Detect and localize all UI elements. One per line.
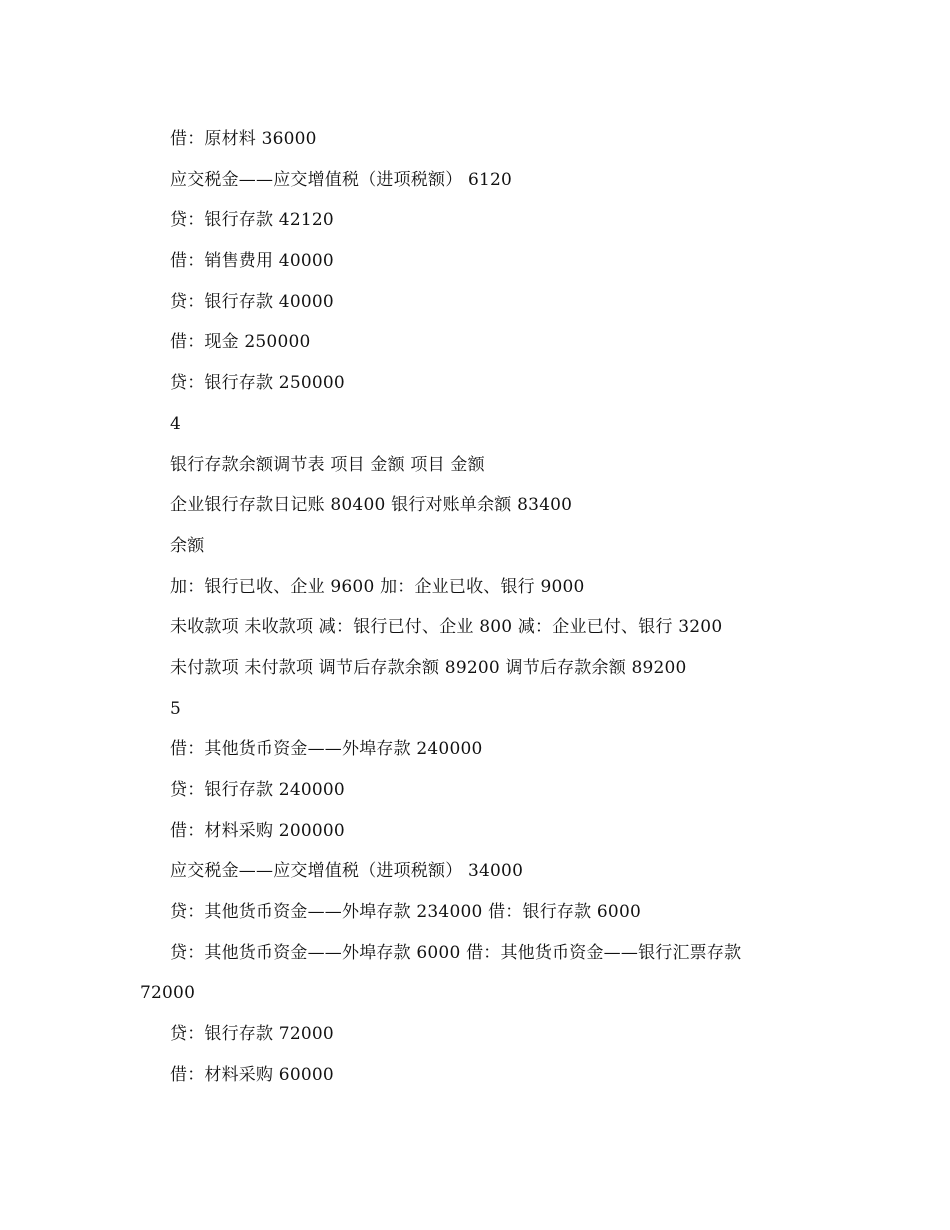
journal-line: 借：材料采购 200000 [170, 820, 345, 841]
journal-line-continuation: 72000 [140, 983, 196, 1004]
journal-line: 应交税金——应交增值税（进项税额） 34000 [170, 861, 524, 882]
journal-line: 应交税金——应交增值税（进项税额） 6120 [170, 169, 513, 190]
journal-line: 贷：其他货币资金——外埠存款 234000 借：银行存款 6000 [170, 902, 641, 923]
journal-line: 借：现金 250000 [170, 332, 311, 353]
journal-line: 借：销售费用 40000 [170, 251, 334, 272]
journal-line: 贷：银行存款 72000 [170, 1024, 334, 1045]
reconciliation-line: 企业银行存款日记账 80400 银行对账单余额 83400 [170, 495, 573, 516]
reconciliation-line: 未收款项 未收款项 减：银行已付、企业 800 减：企业已付、银行 3200 [170, 617, 723, 638]
journal-line: 贷：银行存款 40000 [170, 291, 334, 312]
section-number: 5 [170, 698, 182, 719]
reconciliation-header: 银行存款余额调节表 项目 金额 项目 金额 [170, 454, 485, 475]
journal-line: 借：其他货币资金——外埠存款 240000 [170, 739, 483, 760]
journal-line: 贷：其他货币资金——外埠存款 6000 借：其他货币资金——银行汇票存款 [170, 942, 742, 963]
reconciliation-line: 加：银行已收、企业 9600 加：企业已收、银行 9000 [170, 576, 585, 597]
journal-line: 贷：银行存款 240000 [170, 780, 345, 800]
reconciliation-line: 未付款项 未付款项 调节后存款余额 89200 调节后存款余额 89200 [170, 657, 687, 678]
journal-line: 贷：银行存款 42120 [170, 210, 334, 231]
journal-line: 借：材料采购 60000 [170, 1064, 334, 1085]
journal-line: 贷：银行存款 250000 [170, 373, 345, 394]
document-body [0, 124, 950, 1101]
section-number: 4 [170, 413, 182, 434]
journal-line: 借：原材料 36000 [170, 129, 317, 149]
reconciliation-line: 余额 [170, 535, 205, 556]
